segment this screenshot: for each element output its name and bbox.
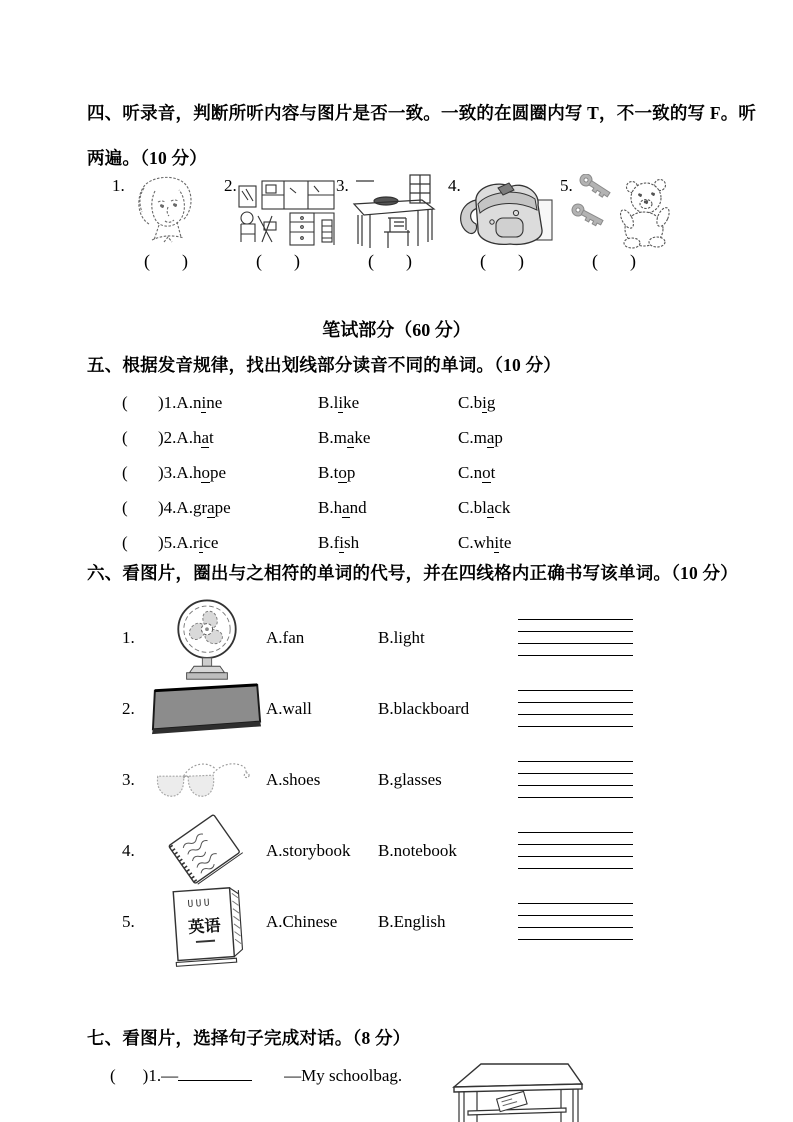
option-b: B.notebook [378,840,457,860]
item-number: 3. [336,176,349,195]
english-book-image [148,878,266,966]
answer-paren: ( [122,462,128,482]
option-a: )4.A.grape [158,497,231,517]
answer-paren: ( [110,1065,116,1085]
svg-text:UUU: UUU [187,896,213,910]
section6-header: 六、看图片，圈出与之相符的单词的代号，并在四线格内正确书写该单词。（10 分） [87,563,738,583]
grandma-face-image [124,172,206,248]
four-line-writing-grid [518,619,633,656]
option-a: A.Chinese [266,911,338,931]
option-a: )2.A.hat [158,427,214,447]
item-number: 5. [560,176,573,195]
option-b: B.like [318,392,360,412]
option-a: A.storybook [266,840,351,860]
item-number: 2. [122,698,135,718]
section5-header: 五、根据发音规律，找出划线部分读音不同的单词。（10 分） [87,355,561,375]
listening-item-1 [110,172,222,272]
listening-item-2 [222,172,334,272]
option-a: A.fan [266,627,305,647]
answer-paren: ( [122,532,128,552]
option-a: A.shoes [266,769,321,789]
schoolbag-image [456,174,556,248]
item-number: 5. [122,911,135,931]
option-b: B.top [318,462,356,482]
section5-rows [87,385,717,560]
option-b: B.English [378,911,446,931]
section7-header: 七、看图片，选择句子完成对话。（8 分） [87,1028,411,1048]
desk-with-book-image [450,1058,585,1122]
option-a: )5.A.rice [158,532,219,552]
option-c: C.not [458,462,496,482]
item-number: )1. [142,1065,162,1085]
option-a: )3.A.hope [158,462,226,482]
answer-blank-line [178,1063,252,1081]
vocab-row-4 [87,815,647,886]
item-number: 4. [122,840,135,860]
section4-header-line1: 四、听录音，判断所听内容与图片是否一致。一致的在圆圈内写 T，不一致的写 F。听 [87,103,757,123]
listening-item-3 [334,172,446,272]
option-b: B.fish [318,532,360,552]
answer-parens: ( ) [368,251,412,271]
four-line-writing-grid [518,903,633,940]
glasses-image [148,757,266,803]
svg-text:英语: 英语 [187,916,222,937]
option-c: C.black [458,497,511,517]
dialogue-answer: —My schoolbag. [284,1065,403,1085]
option-c: C.white [458,532,512,552]
item-number: 1. [112,176,125,195]
fan-image [148,594,266,682]
option-c: C.map [458,427,503,447]
option-a: )1.A.nine [158,392,223,412]
option-a: A.wall [266,698,312,718]
section6-rows [87,602,647,957]
phonics-row-5 [87,525,717,560]
item-number: 2. [224,176,237,195]
four-line-writing-grid [518,832,633,869]
answer-parens: ( ) [144,251,188,271]
item-number: 4. [448,176,461,195]
answer-parens: ( ) [480,251,524,271]
vocab-row-2 [87,673,647,744]
blackboard-image [148,681,266,737]
desk-and-chair-image [350,174,438,252]
vocab-row-1 [87,602,647,673]
option-b: B.make [318,427,371,447]
listening-item-4 [446,172,558,272]
option-b: B.blackboard [378,698,470,718]
question-dash: — [161,1065,179,1085]
listening-item-5 [558,172,670,272]
four-line-writing-grid [518,690,633,727]
answer-paren: ( [122,427,128,447]
answer-parens: ( ) [256,251,300,271]
answer-paren: ( [122,392,128,412]
dialogue-item-1 [110,1063,402,1086]
option-c: C.big [458,392,496,412]
answer-paren: ( [122,497,128,517]
option-b: B.hand [318,497,367,517]
study-room-image [238,180,336,248]
written-part-title: 笔试部分（60 分） [322,320,471,340]
vocab-row-3 [87,744,647,815]
phonics-row-2 [87,420,717,455]
phonics-row-3 [87,455,717,490]
option-b: B.light [378,627,425,647]
section4-header-line2: 两遍。（10 分） [87,148,207,168]
keys-and-teddy-image [570,174,674,250]
vocab-row-5 [87,886,647,957]
option-b: B.glasses [378,769,442,789]
item-number: 1. [122,627,135,647]
four-line-writing-grid [518,761,633,798]
answer-parens: ( ) [592,251,636,271]
section4-picture-row [110,172,675,272]
phonics-row-4 [87,490,717,525]
item-number: 3. [122,769,135,789]
phonics-row-1 [87,385,717,420]
